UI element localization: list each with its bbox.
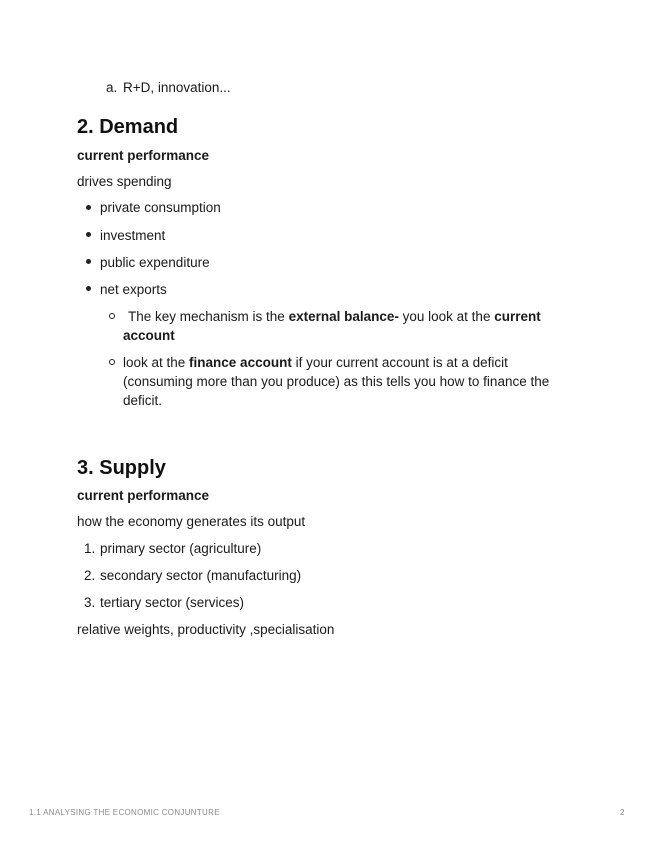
sub-bullet-text: look at the (123, 355, 190, 370)
sub-bullet-text: (consuming more than you produce) as this tells you how to finance the (123, 374, 550, 389)
page-number: 2 (620, 808, 625, 817)
alpha-list-item: R+D, innovation... (123, 80, 231, 95)
supply-intro: how the economy generates its output (77, 514, 306, 529)
supply-closing: relative weights, productivity ,specialisation (77, 622, 335, 637)
ordered-list-marker: 3. (84, 595, 96, 610)
section-heading-supply: 3. Supply (77, 457, 166, 479)
alpha-list-marker: a. (106, 80, 118, 95)
bullet-icon (86, 259, 91, 264)
sub-bullet-text: if your current account is at a deficit (291, 355, 508, 370)
ordered-list-marker: 2. (84, 568, 96, 583)
sub-bullet-bold: finance account (189, 355, 292, 370)
supply-list-item: tertiary sector (services) (100, 595, 245, 610)
demand-bullet: private consumption (100, 200, 221, 215)
ordered-list-marker: 1. (84, 541, 96, 556)
supply-list-item: secondary sector (manufacturing) (100, 568, 302, 583)
sub-bullet-icon (109, 359, 115, 365)
demand-intro: drives spending (77, 174, 172, 189)
sub-bullet-bold: current (494, 309, 541, 324)
section-heading-demand: 2. Demand (77, 116, 179, 138)
sub-bullet-bold: account (123, 328, 175, 343)
demand-bullet: public expenditure (100, 255, 210, 270)
sub-bullet-text: The key mechanism is the (128, 309, 289, 324)
footer-title: 1.1 ANALYSING THE ECONOMIC CONJUNTURE (29, 808, 220, 817)
sub-bullet-text: deficit. (123, 393, 163, 408)
sub-bullet-line (128, 307, 541, 326)
bullet-icon (86, 286, 91, 291)
sub-bullet-text: you look at the (398, 309, 495, 324)
demand-bullet: investment (100, 228, 166, 243)
demand-subheading: current performance (77, 148, 210, 163)
sub-bullet-bold: external balance- (288, 309, 399, 324)
bullet-icon (86, 232, 91, 237)
sub-bullet-line (123, 353, 508, 372)
supply-list-item: primary sector (agriculture) (100, 541, 262, 556)
demand-bullet: net exports (100, 282, 167, 297)
bullet-icon (86, 205, 91, 210)
sub-bullet-icon (109, 313, 115, 319)
supply-subheading: current performance (77, 488, 210, 503)
